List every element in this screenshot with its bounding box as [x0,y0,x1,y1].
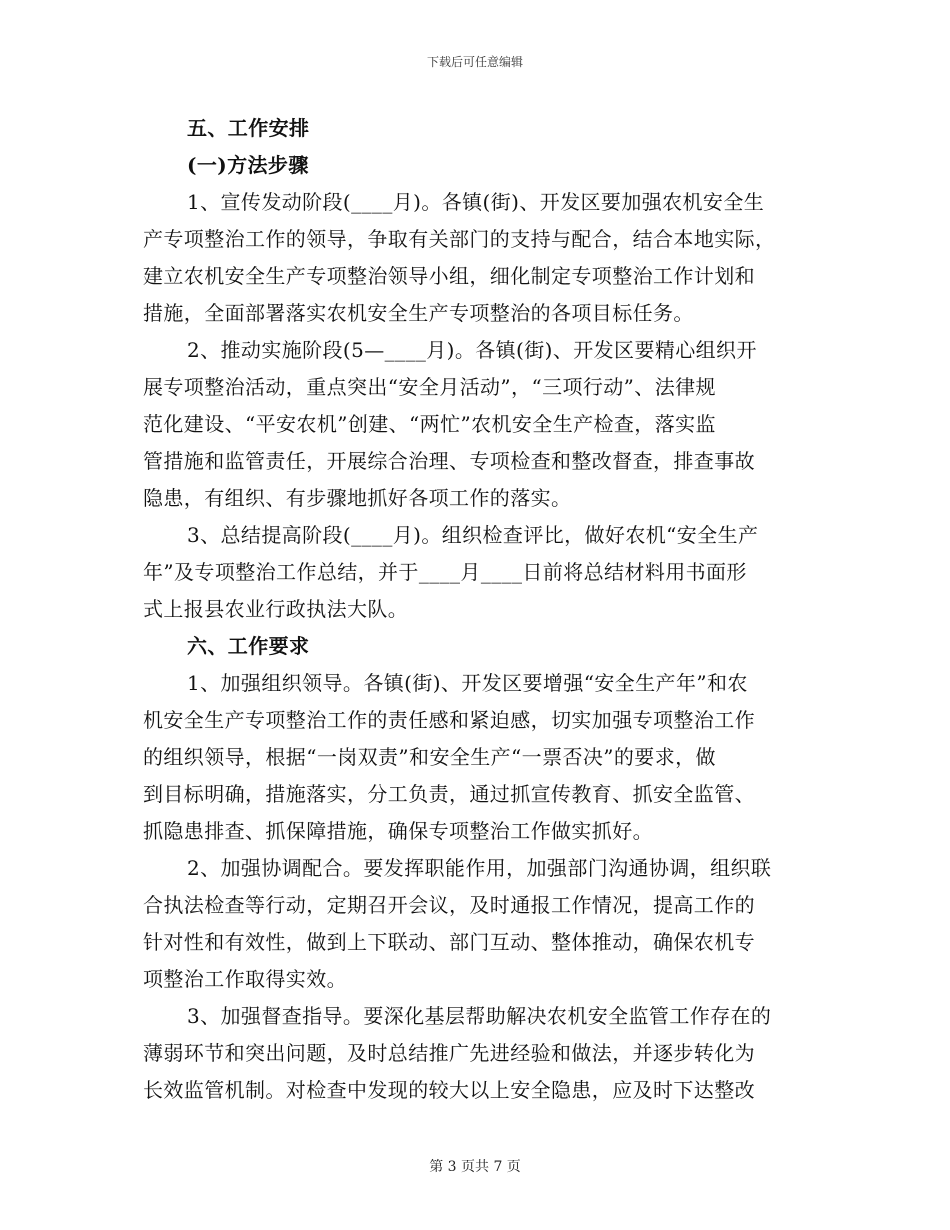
paragraph-coordination [143,850,808,998]
document-body [143,110,808,1109]
paragraph-line: 抓隐患排查、抓保障措施，确保专项整治工作做实抓好。 [143,819,653,843]
paragraph-line: 措施，全面部署落实农机安全生产专项整治的各项目标任务。 [143,301,694,325]
paragraph-line: 1、加强组织领导。各镇(街)、开发区要增强“安全生产年”和农 [187,671,748,695]
paragraph-line: 长效监管机制。对检查中发现的较大以上安全隐患，应及时下达整改 [143,1078,755,1102]
section-heading-work-arrangement: 五、工作安排 [187,116,310,140]
section-heading-work-requirements: 六、工作要求 [187,634,310,658]
paragraph-line: 到目标明确，措施落实，分工负责，通过抓宣传教育、抓安全监管、 [143,782,755,806]
paragraph-organizational-leadership [143,665,808,850]
paragraph-line: 2、推动实施阶段(5—____月)。各镇(街)、开发区要精心组织开 [187,338,757,362]
paragraph-line: 隐患，有组织、有步骤地抓好各项工作的落实。 [143,486,572,510]
paragraph-line: 年”及专项整治工作总结，并于____月____日前将总结材料用书面形 [143,560,747,584]
paragraph-line: 合执法检查等行动，定期召开会议，及时通报工作情况，提高工作的 [143,893,755,917]
paragraph-line: 1、宣传发动阶段(____月)。各镇(街)、开发区要加强农机安全生 [187,190,765,214]
paragraph-line: 的组织领导，根据“一岗双责”和安全生产“一票否决”的要求，做 [143,745,716,769]
paragraph-implementation-stage [143,332,808,517]
paragraph-publicity-stage [143,184,808,332]
paragraph-line: 项整治工作取得实效。 [143,967,347,991]
page-footer: 第 3 页共 7 页 [429,1159,521,1175]
paragraph-line: 展专项整治活动，重点突出“安全月活动”，“三项行动”、法律规 [143,375,716,399]
paragraph-line: 薄弱环节和突出问题，及时总结推广先进经验和做法，并逐步转化为 [143,1041,755,1065]
paragraph-line: 3、总结提高阶段(____月)。组织检查评比，做好农机“安全生产 [187,523,759,547]
paragraph-line: 管措施和监管责任，开展综合治理、专项检查和整改督查，排查事故 [143,449,755,473]
page-header: 下载后可任意编辑 [426,55,523,69]
paragraph-line: 3、加强督查指导。要深化基层帮助解决农机安全监管工作存在的 [187,1004,772,1028]
paragraph-line: 针对性和有效性，做到上下联动、部门互动、整体推动，确保农机专 [143,930,755,954]
paragraph-summary-stage [143,517,808,628]
paragraph-line: 范化建设、“平安农机”创建、“两忙”农机安全生产检查，落实监 [143,412,716,436]
paragraph-line: 2、加强协调配合。要发挥职能作用，加强部门沟通协调，组织联 [187,856,772,880]
paragraph-line: 产专项整治工作的领导，争取有关部门的支持与配合，结合本地实际， [143,227,776,251]
subsection-heading-method-steps: (一)方法步骤 [187,153,309,177]
paragraph-line: 式上报县农业行政执法大队。 [143,597,409,621]
paragraph-line: 机安全生产专项整治工作的责任感和紧迫感，切实加强专项整治工作 [143,708,755,732]
paragraph-supervision [143,998,808,1109]
paragraph-line: 建立农机安全生产专项整治领导小组，细化制定专项整治工作计划和 [143,264,755,288]
